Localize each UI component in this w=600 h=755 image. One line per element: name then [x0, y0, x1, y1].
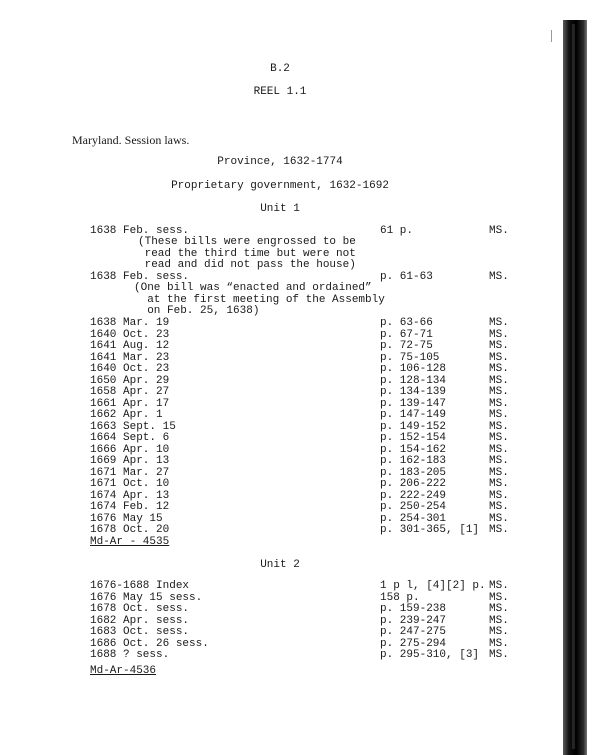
table-row	[0, 593, 560, 604]
entry-pages: p. 239-247	[380, 614, 447, 627]
table-row	[0, 468, 560, 479]
entry-format: MS.	[489, 580, 509, 592]
entry-date: 1678 Oct. 20	[90, 524, 170, 536]
scan-mark	[551, 30, 552, 42]
entry-date: 1658 Apr. 27	[90, 386, 170, 398]
entry-pages: p. 159-238	[380, 603, 447, 615]
film-edge-shadow	[563, 20, 587, 755]
entry-date: 1641 Mar. 23	[90, 351, 170, 364]
entry-pages: p. 61-63	[380, 271, 433, 283]
entry-date: 1688 ? sess.	[90, 649, 170, 661]
entry-date: 1671 Oct. 10	[90, 478, 170, 490]
entry-pages: p. 183-205	[380, 466, 447, 479]
entry-date: 1666 Apr. 10	[90, 443, 170, 456]
entry-date: 1674 Feb. 12	[90, 501, 170, 513]
entry-date: 1641 Aug. 12	[90, 340, 170, 352]
entry-date: 1640 Oct. 23	[90, 363, 170, 375]
entry-pages: 61 p.	[380, 225, 414, 237]
entry-pages: p. 301-365, [1]	[380, 524, 480, 536]
entry-format: MS.	[489, 501, 509, 513]
entry-format: MS.	[489, 271, 509, 283]
entry-format: MS.	[489, 420, 509, 433]
entry-pages: p. 250-254	[380, 501, 447, 513]
document-code: B.2	[270, 63, 290, 75]
table-row	[0, 604, 560, 615]
table-row	[0, 422, 560, 433]
entry-format: MS.	[489, 363, 509, 375]
entry-pages: p. 247-275	[380, 626, 447, 638]
entry-date: 1686 Oct. 26 sess.	[90, 637, 209, 650]
entry-format: MS.	[489, 397, 509, 410]
entry-pages: p. 152-154	[380, 432, 447, 444]
entry-date: 1638 Feb. sess.	[90, 225, 190, 237]
entry-pages: p. 275-294	[380, 637, 447, 650]
table-row	[0, 341, 560, 352]
table-row	[0, 456, 560, 467]
government-heading: Proprietary government, 1632-1692	[171, 180, 389, 192]
table-row	[0, 410, 560, 421]
table-row	[0, 330, 560, 341]
entry-date: 1640 Oct. 23	[90, 328, 170, 341]
entry-format: MS.	[489, 328, 509, 341]
entry-format: MS.	[489, 512, 509, 525]
entry-format: MS.	[489, 351, 509, 364]
entry-pages: p. 106-128	[380, 363, 447, 375]
entry-pages: p. 254-301	[380, 512, 447, 525]
entry-format: MS.	[489, 626, 509, 638]
entry-format: MS.	[489, 432, 509, 444]
entry-pages: 158 p.	[380, 591, 420, 604]
entry-format: MS.	[489, 489, 509, 502]
call-number: Md-Ar-4536	[90, 665, 157, 677]
table-row	[0, 479, 560, 490]
entry-pages: p. 295-310, [3]	[380, 649, 480, 661]
entry-pages: p. 206-222	[380, 478, 447, 490]
table-row	[0, 433, 560, 444]
entry-pages: p. 147-149	[380, 409, 447, 421]
reel-number: REEL 1.1	[253, 86, 307, 98]
entry-pages: p. 75-105	[380, 351, 440, 364]
entry-note: (These bills were engrossed to be read the third time but were not read and did not pass the house)	[138, 236, 356, 271]
entry-date: 1674 Apr. 13	[90, 489, 170, 502]
entry-pages: p. 149-152	[380, 420, 447, 433]
entry-format: MS.	[489, 466, 509, 479]
entry-date: 1650 Apr. 29	[90, 374, 170, 387]
unit1-title: Unit 1	[260, 203, 300, 215]
entry-format: MS.	[489, 374, 509, 387]
entry-date: 1676 May 15 sess.	[90, 591, 203, 604]
entry-pages: p. 154-162	[380, 443, 447, 456]
table-row	[0, 627, 560, 638]
table-row	[0, 318, 560, 329]
entry-date: 1664 Sept. 6	[90, 432, 170, 444]
entry-date: 1676-1688 Index	[90, 580, 190, 592]
entry-date: 1682 Apr. sess.	[90, 614, 190, 627]
entry-format: MS.	[489, 524, 509, 536]
entry-date: 1669 Apr. 13	[90, 455, 170, 467]
entry-format: MS.	[489, 443, 509, 456]
entry-format: MS.	[489, 340, 509, 352]
call-number: Md-Ar - 4535	[90, 536, 170, 548]
entry-pages: p. 139-147	[380, 397, 447, 410]
entry-date: 1661 Apr. 17	[90, 397, 170, 410]
entry-format: MS.	[489, 225, 509, 237]
entry-pages: p. 222-249	[380, 489, 447, 502]
entry-date: 1683 Oct. sess.	[90, 626, 190, 638]
table-row	[0, 399, 560, 410]
entry-format: MS.	[489, 591, 509, 604]
table-row	[0, 353, 560, 364]
table-row	[0, 639, 560, 650]
entry-format: MS.	[489, 649, 509, 661]
table-row	[0, 616, 560, 627]
entry-date: 1662 Apr. 1	[90, 409, 163, 421]
table-row	[0, 502, 560, 513]
entry-pages: p. 67-71	[380, 328, 433, 341]
entry-pages: p. 128-134	[380, 374, 447, 387]
unit2-title: Unit 2	[260, 559, 300, 571]
entry-format: MS.	[489, 614, 509, 627]
entry-date: 1678 Oct. sess.	[90, 603, 190, 615]
table-row	[0, 514, 560, 525]
table-row	[0, 376, 560, 387]
entry-format: MS.	[489, 455, 509, 467]
table-row	[0, 491, 560, 502]
entry-format: MS.	[489, 409, 509, 421]
entry-format: MS.	[489, 637, 509, 650]
entry-date: 1671 Mar. 27	[90, 466, 170, 479]
entry-note: (One bill was “enacted and ordained” at the first meeting of the Assembly on Feb. 25, 1638)	[134, 282, 385, 317]
table-row	[0, 650, 560, 661]
table-row	[0, 364, 560, 375]
entry-pages: p. 63-66	[380, 317, 433, 329]
table-row	[0, 387, 560, 398]
entry-format: MS.	[489, 478, 509, 490]
table-row	[0, 445, 560, 456]
entry-date: 1676 May 15	[90, 512, 163, 525]
entry-pages: p. 72-75	[380, 340, 433, 352]
entry-date: 1638 Mar. 19	[90, 317, 170, 329]
subject-heading: Maryland. Session laws.	[72, 133, 190, 147]
entry-pages: p. 162-183	[380, 455, 447, 467]
entry-pages: p. 134-139	[380, 386, 447, 398]
entry-pages: 1 p l, [4][2] p.	[380, 580, 486, 592]
entry-date: 1638 Feb. sess.	[90, 271, 190, 283]
entry-format: MS.	[489, 317, 509, 329]
table-row	[0, 525, 560, 536]
entry-format: MS.	[489, 386, 509, 398]
table-row	[0, 581, 560, 592]
entry-format: MS.	[489, 603, 509, 615]
film-edge-highlight	[572, 24, 575, 749]
entry-date: 1663 Sept. 15	[90, 420, 176, 433]
province-heading: Province, 1632-1774	[217, 156, 343, 168]
